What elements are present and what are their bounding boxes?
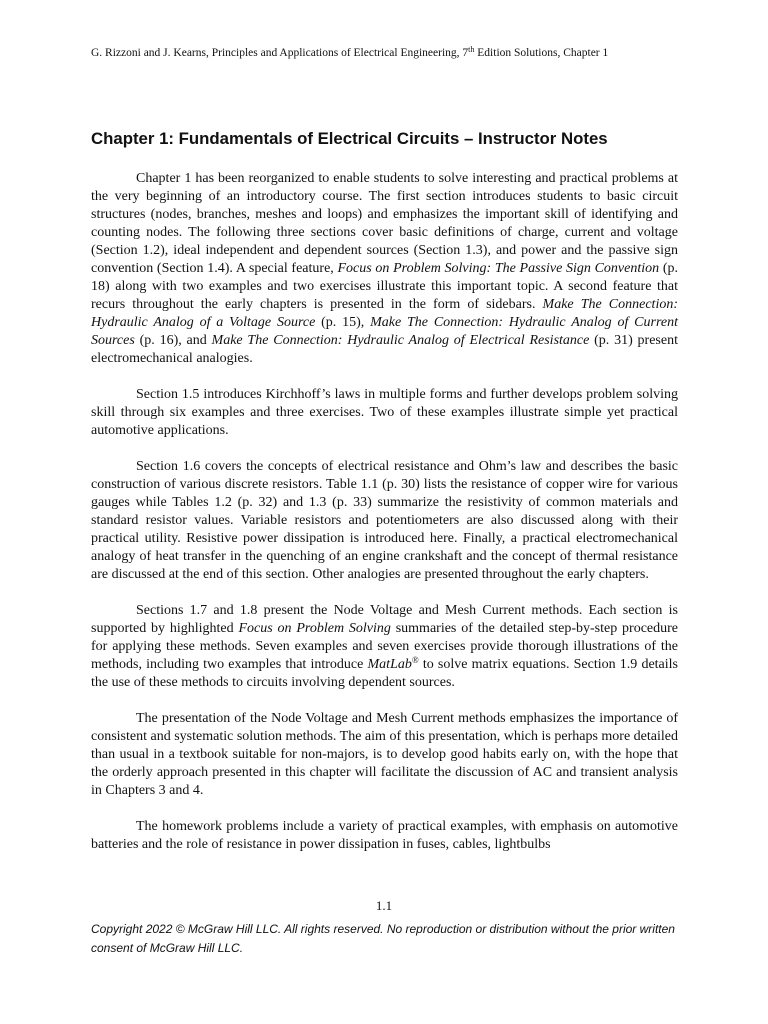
italic-run: Make The Connection: Hydraulic Analog of a Voltage Source — [91, 297, 679, 330]
header-text-end: Edition Solutions, Chapter 1 — [474, 47, 609, 59]
italic-run: Focus on Problem Solving: The Passive Sign Convention — [337, 261, 660, 276]
paragraph-section-1-6: Section 1.6 covers the concepts of electrical resistance and Ohm’s law and describes the basic construction of various discrete resistors. Table 1.1 (p. 30) lists the resistance of copper wire for various gauges while Tables 1.2 (p. 32) and 1.3 (p. 33) summarize the resistivity of common materials and standard resistor values. Variable resistors and potentiometers are also discussed along with their practical utility. Resistive power dissipation is introduced here. Finally, a practical electromechanical analogy of heat transfer in the quenching of an engine crankshaft and the concept of thermal resistance are discussed at the end of this section. Other analogies are presented throughout the early chapters. — [91, 459, 678, 582]
body-text — [91, 170, 678, 854]
italic-run: Make The Connection: Hydraulic Analog of Electrical Resistance — [211, 333, 590, 348]
text-run: (p. 18) along with two examples and two exercises illustrate this important topic. A second feature that recurs throughout the early chapters is presented in the form of sidebars. — [91, 261, 678, 312]
italic-run: Focus on Problem Solving — [238, 621, 391, 636]
chapter-title: Chapter 1: Fundamentals of Electrical Circuits – Instructor Notes — [91, 129, 608, 148]
text-run: (p. 31) present electromechanical analogies. — [91, 333, 678, 366]
text-run: Chapter 1 has been reorganized to enable students to solve interesting and practical problems at the very beginning of an introductory course. The first section introduces students to basic circuit structures (nodes, branches, meshes and loops) and emphasizes the important skill of identifying and counting nodes. The following three sections cover basic definitions of charge, current and voltage (Section 1.2), ideal independent and dependent sources (Section 1.3), and power and the passive sign convention (Section 1.4). A special feature, — [91, 171, 678, 276]
paragraph-homework: The homework problems include a variety of practical examples, with emphasis on automotive batteries and the role of resistance in power dissipation in fuses, cables, lightbulbs — [91, 819, 678, 852]
text-run: (p. 15), — [315, 315, 371, 330]
italic-run: Make The Connection: Hydraulic Analog of Current Sources — [91, 315, 678, 348]
header-text: G. Rizzoni and J. Kearns, Principles and Applications of Electrical Engineering, 7 — [91, 47, 469, 59]
paragraph-intro — [91, 170, 678, 368]
paragraph-section-1-5: Section 1.5 introduces Kirchhoff’s laws in multiple forms and further develops problem solving skill through six examples and three exercises. Two of these examples illustrate simple yet practical automotive applications. — [91, 387, 678, 438]
registered-mark: ® — [411, 655, 419, 665]
text-run: to solve matrix equations. Section 1.9 details the use of these methods to circuits involving dependent sources. — [91, 657, 678, 690]
copyright-footer: Copyright 2022 © McGraw Hill LLC. All rights reserved. No reproduction or distribution without the prior written consent of McGraw Hill LLC. — [91, 922, 675, 955]
page-number: 1.1 — [375, 898, 393, 913]
header-superscript: th — [468, 45, 475, 54]
running-header — [91, 45, 691, 61]
text-run: Sections 1.7 and 1.8 present the Node Voltage and Mesh Current methods. Each section is supported by highlighted — [91, 603, 678, 636]
paragraph-presentation: The presentation of the Node Voltage and Mesh Current methods emphasizes the importance of consistent and systematic solution methods. The aim of this presentation, which is perhaps more detailed than usual in a textbook suitable for non-majors, is to develop good habits early on, with the hope that the orderly approach presented in this chapter will facilitate the discussion of AC and transient analysis in Chapters 3 and 4. — [91, 711, 678, 798]
text-run: (p. 16), and — [134, 333, 212, 348]
italic-run: MatLab — [367, 657, 412, 672]
text-run: summaries of the detailed step-by-step procedure for applying these methods. Seven examples and seven exercises provide thorough illustrations of the methods, including two examples that introduce — [91, 621, 679, 672]
paragraph-sections-1-7-1-8 — [91, 602, 678, 692]
